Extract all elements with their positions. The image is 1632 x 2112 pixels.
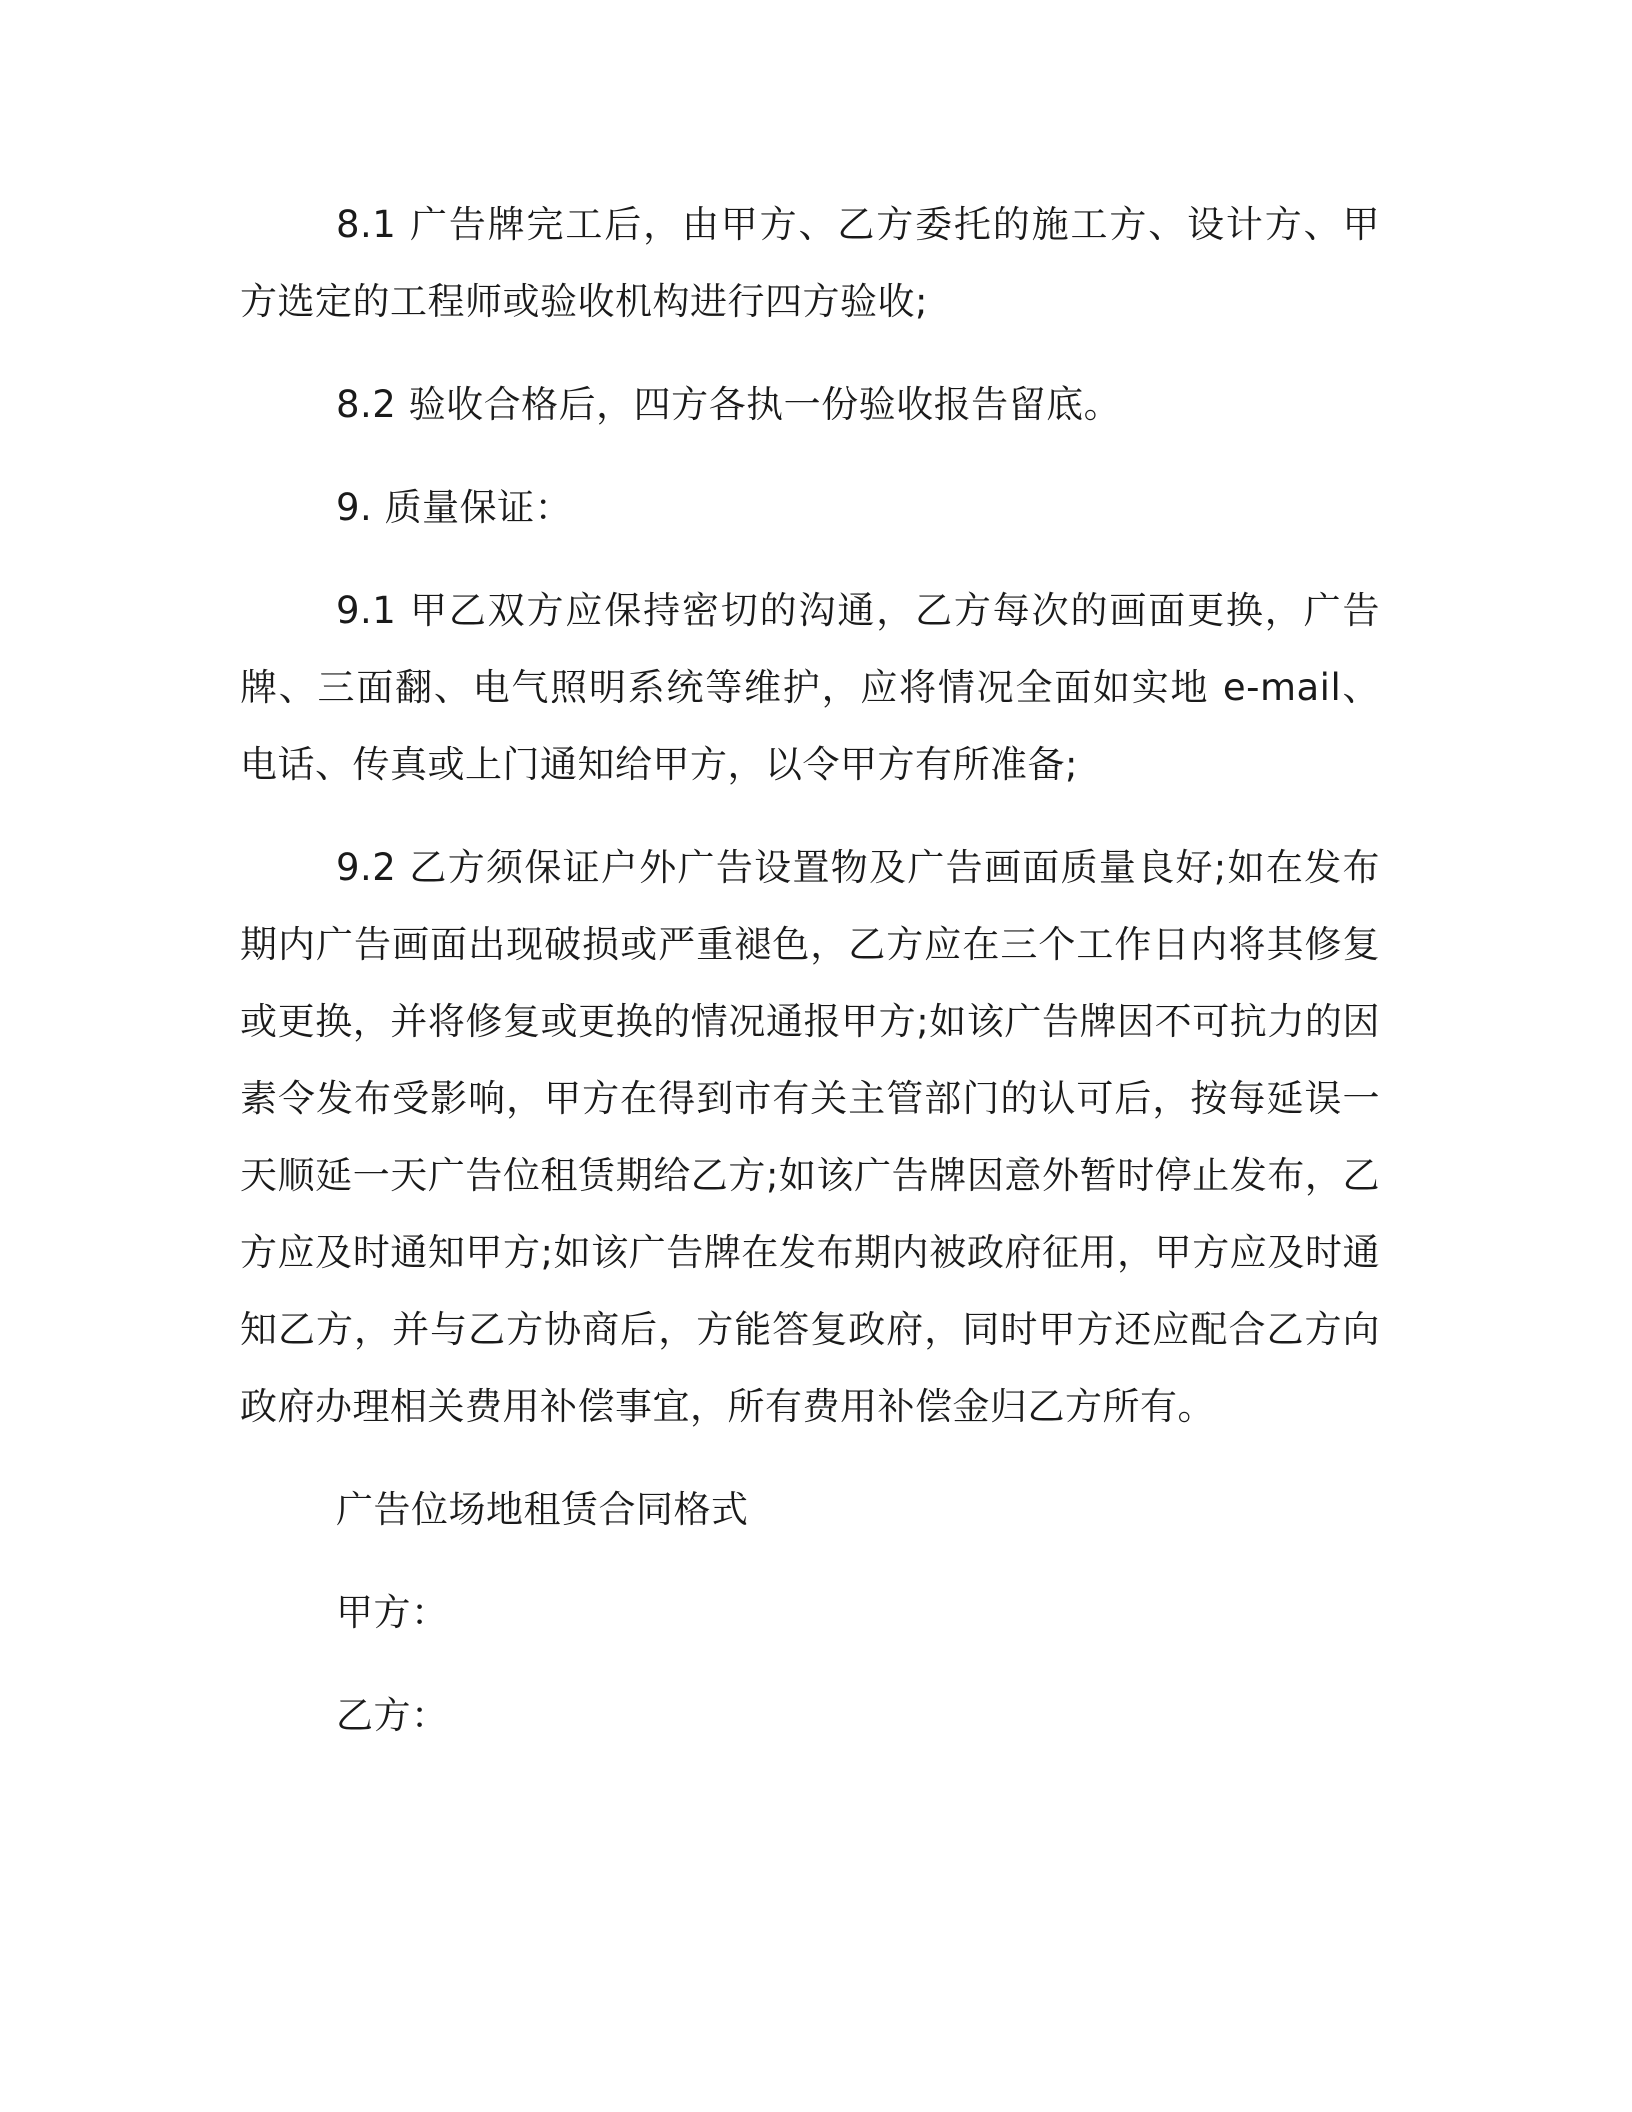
clause-9-1: 9.1 甲乙双方应保持密切的沟通，乙方每次的画面更换，广告牌、三面翻、电气照明系统等维护，应将情况全面如实地 e-mail、电话、传真或上门通知给甲方，以令甲方有所准备; [240, 589, 1380, 786]
contract-title: 广告位场地租赁合同格式 [336, 1488, 749, 1531]
clause-8-2: 8.2 验收合格后，四方各执一份验收报告留底。 [336, 383, 1122, 426]
section-9-heading: 9. 质量保证： [336, 486, 573, 529]
document-body [240, 186, 1380, 1780]
clause-9-2: 9.2 乙方须保证户外广告设置物及广告画面质量良好;如在发布期内广告画面出现破损或严重褪色，乙方应在三个工作日内将其修复或更换，并将修复或更换的情况通报甲方;如该广告牌因不可抗力的因素令发布受影响，甲方在得到市有关主管部门的认可后，按每延误一天顺延一天广告位租赁期给乙方;如该广告牌因意外暂时停止发布，乙方应及时通知甲方;如该广告牌在发布期内被政府征用，甲方应及时通知乙方，并与乙方协商后，方能答复政府，同时甲方还应配合乙方向政府办理相关费用补偿事宜，所有费用补偿金归乙方所有。 [240, 846, 1380, 1428]
clause-8-1: 8.1 广告牌完工后，由甲方、乙方委托的施工方、设计方、甲方选定的工程师或验收机构进行四方验收; [240, 203, 1380, 323]
party-b-label: 乙方： [336, 1694, 449, 1737]
party-a-label: 甲方： [336, 1591, 449, 1634]
